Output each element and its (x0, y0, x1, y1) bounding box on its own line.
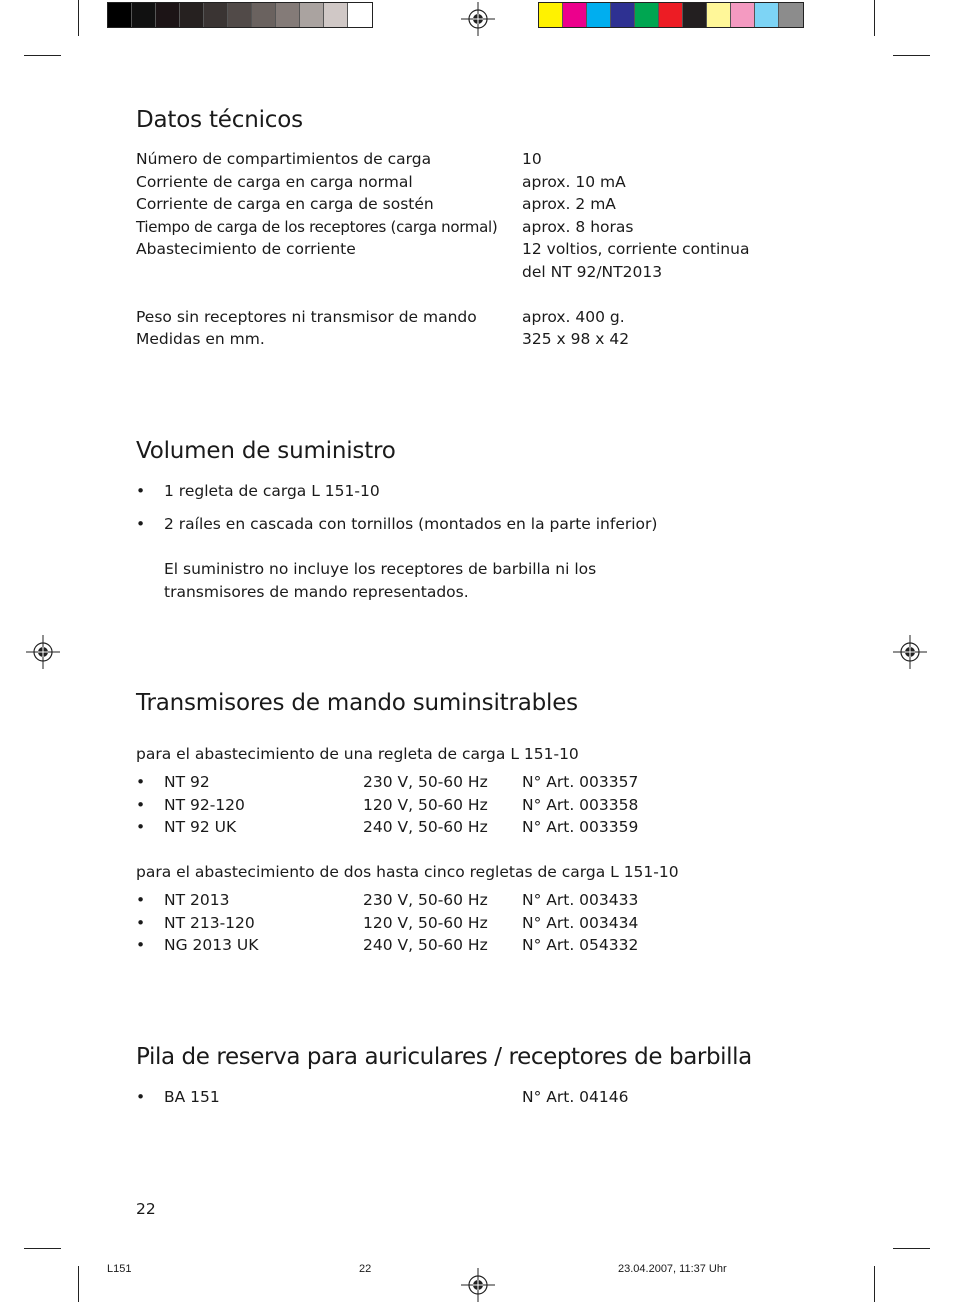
group-intro: para el abastecimiento de una regleta de carga L 151-10 (136, 745, 579, 763)
color-swatch (300, 3, 324, 27)
crop-mark (78, 1266, 79, 1302)
registration-mark-icon (26, 635, 60, 669)
color-swatch (252, 3, 276, 27)
color-swatch (587, 3, 611, 27)
color-swatch (156, 3, 180, 27)
tech-value: 10 (522, 150, 542, 168)
list-item: 1 regleta de carga L 151-10 (164, 482, 380, 500)
tech-value: del NT 92/NT2013 (522, 263, 663, 281)
color-swatch (108, 3, 132, 27)
color-swatch (635, 3, 659, 27)
color-swatch (228, 3, 252, 27)
bullet: • (136, 891, 146, 909)
product-art: N° Art. 003358 (522, 796, 639, 814)
product-spec: 120 V, 50-60 Hz (363, 796, 488, 814)
registration-mark-icon (461, 2, 495, 36)
page-number: 22 (136, 1200, 156, 1218)
footer-timestamp: 23.04.2007, 11:37 Uhr (618, 1263, 727, 1275)
group-intro: para el abastecimiento de dos hasta cinco regletas de carga L 151-10 (136, 863, 679, 881)
product-spec: 230 V, 50-60 Hz (363, 891, 488, 909)
crop-mark (24, 55, 61, 56)
crop-mark (24, 1248, 61, 1249)
product-name: BA 151 (164, 1088, 220, 1106)
tech-label: Medidas en mm. (136, 330, 265, 348)
color-swatch (707, 3, 731, 27)
color-swatch (659, 3, 683, 27)
product-name: NG 2013 UK (164, 936, 259, 954)
color-swatch (180, 3, 204, 27)
color-swatch (683, 3, 707, 27)
product-art: N° Art. 003433 (522, 891, 639, 909)
bullet: • (136, 515, 146, 533)
tech-value: aprox. 2 mA (522, 195, 616, 213)
product-spec: 240 V, 50-60 Hz (363, 818, 488, 836)
crop-mark (78, 0, 79, 36)
bullet: • (136, 818, 146, 836)
product-name: NT 92 (164, 773, 210, 791)
color-bar (538, 2, 804, 28)
tech-label: Número de compartimientos de carga (136, 150, 432, 168)
crop-mark (874, 1266, 875, 1302)
tech-value: aprox. 400 g. (522, 308, 625, 326)
grayscale-bar (107, 2, 373, 28)
section-title-volumen-de-suministro: Volumen de suministro (136, 438, 396, 464)
product-name: NT 92 UK (164, 818, 237, 836)
color-swatch (348, 3, 372, 27)
crop-mark (893, 1248, 930, 1249)
product-art: N° Art. 003357 (522, 773, 639, 791)
footer-page: 22 (359, 1263, 372, 1275)
color-swatch (324, 3, 348, 27)
tech-label: Corriente de carga en carga normal (136, 173, 413, 191)
registration-mark-icon (461, 1268, 495, 1302)
product-name: NT 92-120 (164, 796, 245, 814)
color-swatch (539, 3, 563, 27)
product-art: N° Art. 003359 (522, 818, 639, 836)
bullet: • (136, 914, 146, 932)
tech-value: 325 x 98 x 42 (522, 330, 630, 348)
color-swatch (276, 3, 300, 27)
supply-note-line: El suministro no incluye los receptores de barbilla ni los (164, 560, 597, 578)
crop-mark (874, 0, 875, 36)
color-swatch (611, 3, 635, 27)
tech-value: aprox. 8 horas (522, 218, 634, 236)
color-swatch (132, 3, 156, 27)
product-spec: 120 V, 50-60 Hz (363, 914, 488, 932)
section-title-transmisores: Transmisores de mando suminsitrables (136, 690, 578, 716)
section-title-pila-de-reserva: Pila de reserva para auriculares / receptores de barbilla (136, 1044, 752, 1070)
product-art: N° Art. 04146 (522, 1088, 629, 1106)
tech-label: Corriente de carga en carga de sostén (136, 195, 434, 213)
tech-label: Tiempo de carga de los receptores (carga normal) (136, 218, 498, 236)
bullet: • (136, 773, 146, 791)
section-title-datos-tecnicos: Datos técnicos (136, 107, 303, 133)
color-swatch (563, 3, 587, 27)
bullet: • (136, 796, 146, 814)
color-swatch (779, 3, 803, 27)
footer-job-name: L151 (107, 1263, 132, 1275)
tech-value: 12 voltios, corriente continua (522, 240, 750, 258)
color-swatch (204, 3, 228, 27)
color-swatch (755, 3, 779, 27)
product-spec: 240 V, 50-60 Hz (363, 936, 488, 954)
product-art: N° Art. 054332 (522, 936, 639, 954)
product-name: NT 2013 (164, 891, 230, 909)
tech-label: Peso sin receptores ni transmisor de mando (136, 308, 477, 326)
product-spec: 230 V, 50-60 Hz (363, 773, 488, 791)
registration-mark-icon (893, 635, 927, 669)
product-art: N° Art. 003434 (522, 914, 639, 932)
tech-label: Abastecimiento de corriente (136, 240, 356, 258)
product-name: NT 213-120 (164, 914, 255, 932)
bullet: • (136, 482, 146, 500)
tech-value: aprox. 10 mA (522, 173, 626, 191)
color-swatch (731, 3, 755, 27)
bullet: • (136, 1088, 146, 1106)
supply-note-line: transmisores de mando representados. (164, 583, 469, 601)
bullet: • (136, 936, 146, 954)
list-item: 2 raíles en cascada con tornillos (montados en la parte inferior) (164, 515, 658, 533)
crop-mark (893, 55, 930, 56)
